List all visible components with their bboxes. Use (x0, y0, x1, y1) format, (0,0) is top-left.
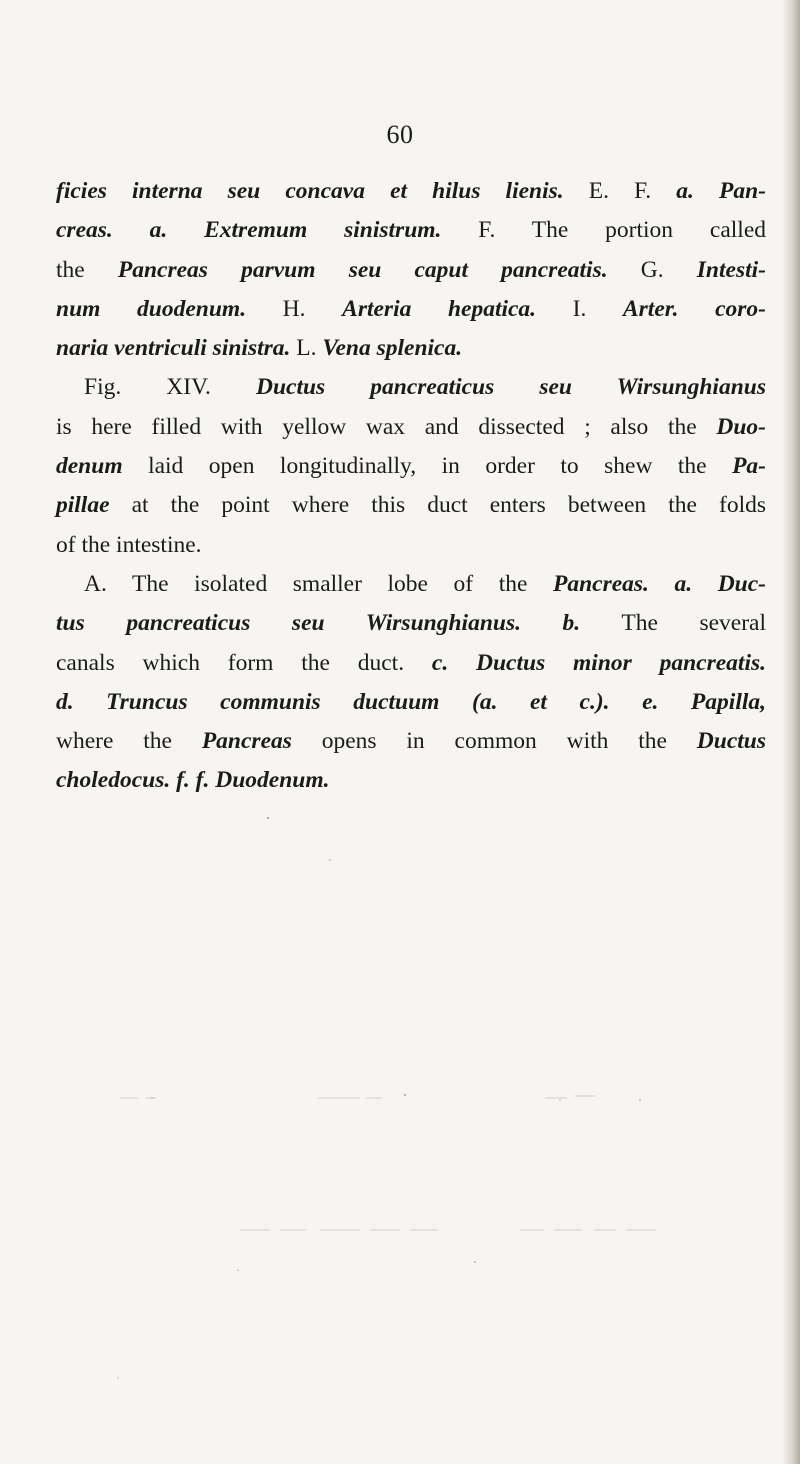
body-text (56, 172, 766, 801)
text-run: canals which form the duct. (56, 649, 432, 676)
text-run: Fig. XIV. (84, 374, 256, 401)
latin-term: pillae (56, 492, 110, 519)
text-run: at the point where this duct enters between the folds (109, 492, 766, 519)
text-line (56, 447, 766, 486)
text-line (56, 604, 766, 643)
latin-term: Vena splenica. (322, 335, 463, 362)
latin-term: Intesti- (696, 256, 766, 283)
latin-term: creas. a. Extremum sinistrum. (56, 217, 442, 244)
text-line (56, 526, 766, 565)
text-run: where the (56, 728, 202, 755)
page-number: 60 (386, 120, 414, 149)
text-line (56, 565, 766, 604)
text-line (56, 329, 766, 368)
latin-term: choledocus. f. f. Duodenum. (56, 767, 330, 794)
latin-term: d. Truncus communis ductuum (a. et c.). e. Papilla, (56, 688, 766, 715)
text-run: is here filled with yellow wax and dissected ; also the (56, 413, 717, 440)
latin-term: naria ventriculi sinistra. (56, 335, 291, 362)
text-line (56, 761, 766, 800)
text-run: E. F. (563, 178, 677, 204)
text-run: the (56, 256, 118, 283)
latin-term: Ductus pancreaticus seu Wirsunghianus (255, 374, 766, 401)
text-run: F. The portion called (441, 217, 766, 244)
text-line (56, 251, 766, 290)
text-run: A. The isolated smaller lobe of the (84, 570, 553, 597)
latin-term: denum (56, 453, 123, 480)
page-edge-shadow (782, 0, 800, 1464)
latin-term: Pancreas. a. Duc- (552, 570, 767, 597)
text-line (56, 644, 766, 683)
latin-term: Arteria hepatica. (342, 295, 537, 322)
latin-term: Arter. coro- (622, 295, 766, 322)
text-run: opens in common with the (291, 728, 697, 755)
text-run: H. (246, 295, 343, 322)
latin-term: ficies interna seu concava et hilus lienis. (56, 178, 564, 204)
text-run: The several (580, 610, 767, 637)
latin-term: Pancreas parvum seu caput pancreatis. (117, 256, 608, 283)
latin-term: Pa- (732, 453, 766, 480)
text-line (56, 211, 766, 250)
text-run: laid open longitudinally, in order to shew the (122, 453, 733, 480)
latin-term: num duodenum. (56, 295, 247, 322)
latin-term: Ductus (696, 728, 766, 755)
latin-term: Duo- (716, 413, 766, 440)
text-run: L. (290, 335, 323, 362)
latin-term: Pancreas (201, 728, 292, 755)
text-line (56, 722, 766, 761)
text-line (56, 368, 766, 407)
text-run: I. (536, 295, 623, 322)
latin-term: c. Ductus minor pancreatis. (431, 649, 766, 676)
text-run: G. (607, 256, 697, 283)
text-run: of the intestine. (56, 531, 202, 558)
text-line (56, 172, 766, 211)
latin-term: a. Pan- (676, 178, 766, 204)
text-line (56, 408, 766, 447)
text-line (56, 683, 766, 722)
text-line (56, 486, 766, 525)
latin-term: tus pancreaticus seu Wirsunghianus. b. (56, 610, 581, 637)
text-line (56, 290, 766, 329)
